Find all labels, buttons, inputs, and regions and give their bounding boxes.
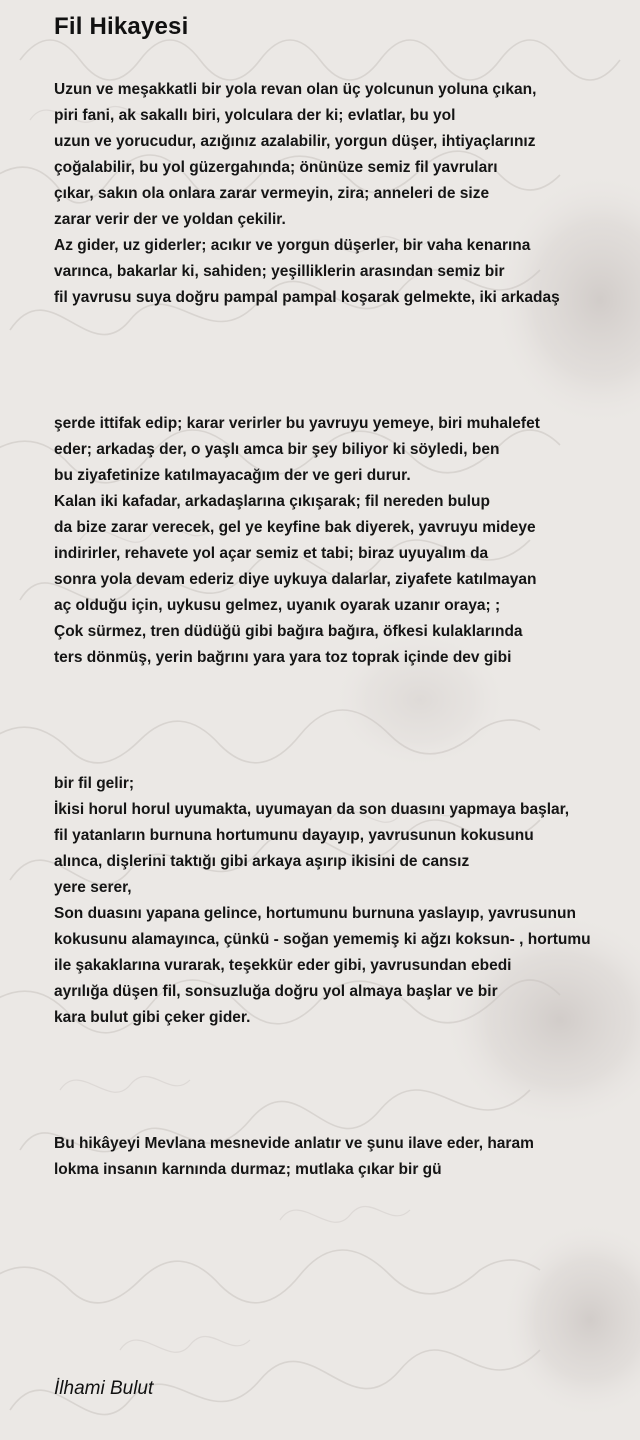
poem-line: İkisi horul horul uyumakta, uyumayan da son duasını yapmaya başlar, [54,801,570,818]
poem-line: kokusunu alamayınca, çünkü - soğan yememiş ki ağzı koksun- , hortumu [54,931,591,948]
poem-line: ters dönmüş, yerin bağrını yara yara toz toprak içinde dev gibi [54,649,512,666]
poem-line: Uzun ve meşakkatli bir yola revan olan üç yolcunun yoluna çıkan, [54,81,537,98]
poem-line: çoğalabilir, bu yol güzergahında; önünüze semiz fil yavruları [54,159,498,176]
poem-line: alınca, dişlerini taktığı gibi arkaya aşırıp ikisini de cansız [54,853,470,870]
poem-line: sonra yola devam ederiz diye uykuya dalarlar, ziyafete katılmayan [54,571,537,588]
poem-line: Bu hikâyeyi Mevlana mesnevide anlatır ve şunu ilave eder, haram [54,1135,534,1152]
poem-line: şerde ittifak edip; karar verirler bu yavruyu yemeye, biri muhalefet [54,415,540,432]
poem-line: Az gider, uz giderler; acıkır ve yorgun düşerler, bir vaha kenarına [54,237,531,254]
poem-line: ile şakaklarına vurarak, teşekkür eder gibi, yavrusundan ebedi [54,957,512,974]
poem-title: Fil Hikayesi [54,13,189,40]
poem-line: indirirler, rehavete yol açar semiz et tabi; biraz uyuyalım da [54,545,489,562]
poem-line: aç olduğu için, uykusu gelmez, uyanık oyarak uzanır oraya; ; [54,597,501,614]
poem-line: da bize zarar verecek, gel ye keyfine bak diyerek, yavruyu mideye [54,519,536,536]
stanza-3 [54,771,591,1031]
poem-author: İlhami Bulut [54,1378,154,1399]
poem-line: eder; arkadaş der, o yaşlı amca bir şey biliyor ki söyledi, ben [54,441,500,458]
poem-line: çıkar, sakın ola onlara zarar vermeyin, zira; anneleri de size [54,185,490,202]
poem-line: kara bulut gibi çeker gider. [54,1009,251,1026]
stanza-2 [54,411,540,671]
poem-line: lokma insanın karnında durmaz; mutlaka çıkar bir gü [54,1161,442,1178]
stanza-4 [54,1131,534,1183]
poem-line: ayrılığa düşen fil, sonsuzluğa doğru yol almaya başlar ve bir [54,983,498,1000]
poem-line: Kalan iki kafadar, arkadaşlarına çıkışarak; fil nereden bulup [54,493,490,510]
poem-line: varınca, bakarlar ki, sahiden; yeşilliklerin arasından semiz bir [54,263,505,280]
poem-line: piri fani, ak sakallı biri, yolculara der ki; evlatlar, bu yol [54,107,456,124]
poem-line: zarar verir der ve yoldan çekilir. [54,211,286,228]
poem-line: yere serer, [54,879,132,896]
poem-line: Çok sürmez, tren düdüğü gibi bağıra bağıra, öfkesi kulaklarında [54,623,523,640]
poem-line: fil yatanların burnuna hortumunu dayayıp, yavrusunun kokusunu [54,827,534,844]
poem-line: fil yavrusu suya doğru pampal pampal koşarak gelmekte, iki arkadaş [54,289,560,306]
poem-line: bu ziyafetinize katılmayacağım der ve geri durur. [54,467,411,484]
poem-line: bir fil gelir; [54,775,135,792]
stanza-1 [54,77,560,311]
poem-line: Son duasını yapana gelince, hortumunu burnuna yaslayıp, yavrusunun [54,905,576,922]
poem-line: uzun ve yorucudur, azığınız azalabilir, yorgun düşer, ihtiyaçlarınız [54,133,536,150]
